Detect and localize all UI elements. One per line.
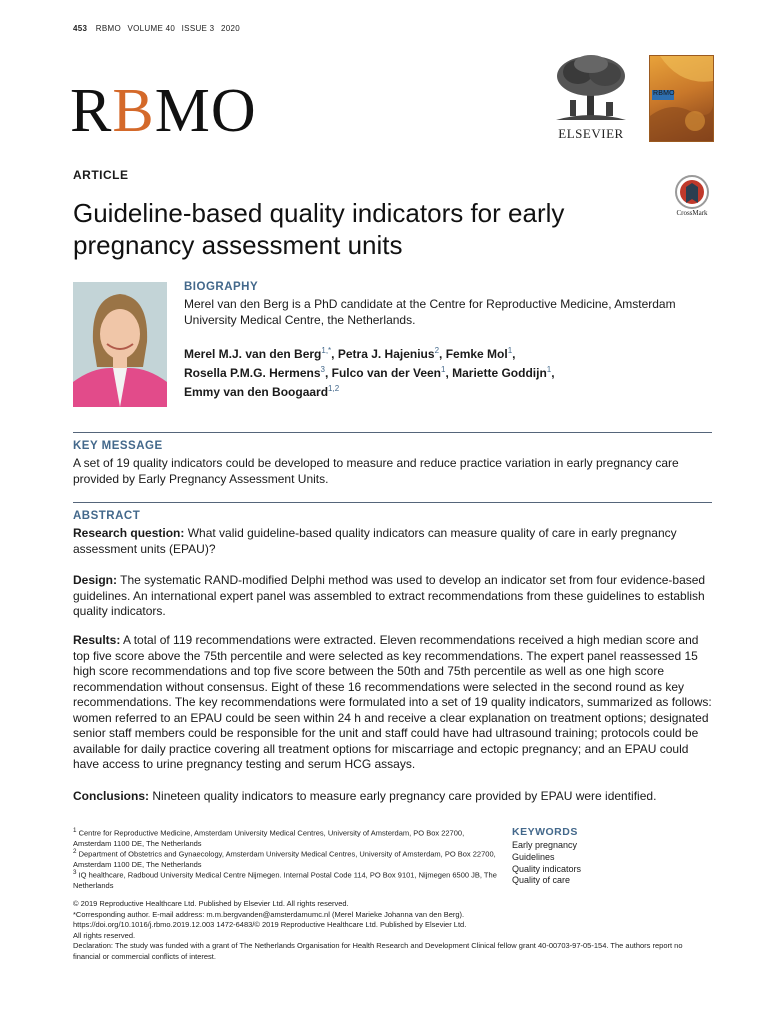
author-photo (73, 282, 167, 407)
author-affiliation: 2 (434, 346, 440, 355)
cover-label: RBMO (653, 90, 675, 97)
affiliation-2: $^2$ Department of Obstetrics and Gynaecology, Amsterdam University Medical Centres, University of Amsterdam, PO Box 22700, Amsterdam 1100 DE, The Netherlands (73, 848, 496, 870)
author-name: Emmy van den Boogaard (184, 385, 329, 399)
elsevier-logo (550, 54, 632, 142)
affiliation-1: $^1$ Centre for Reproductive Medicine, Amsterdam University Medical Centres, University of Amsterdam, PO Box 22700, Amsterdam 1100 DE, The Netherlands (73, 827, 465, 849)
author-name: Fulco van der Veen (331, 366, 441, 380)
biography-heading: BIOGRAPHY (184, 281, 259, 293)
journal-abbrev: RBMO (95, 24, 121, 33)
abstract-conclusions: Conclusions: Nineteen quality indicators to measure early pregnancy care provided by EPAU were identified. (73, 789, 657, 803)
journal-cover-thumbnail (649, 55, 714, 142)
corresponding-author: *Corresponding author. E-mail address: m.m.bergvanden@amsterdamumc.nl (Merel Marieke Johanna van den Berg). (73, 909, 465, 919)
volume: VOLUME 40 (127, 24, 176, 33)
author-list: Merel M.J. van den Berg$^{1,*}$, Petra J. Hajenius$^2$, Femke Mol$^1$, Rosella P.M.G. Hermens$^3$, Fulco van der Veen$^1$, Mariette Goddijn$^1$, Emmy van den Boogaard$^{1,2}$ (184, 346, 555, 399)
keyword: Early pregnancy (512, 840, 578, 850)
crossmark-icon (672, 175, 712, 211)
declaration-line: Declaration: The study was funded with a grant of The Netherlands Organisation for Health Research and Development Clinical fellow grant 40-00703-97-05-154. The authors report no financial or commercial conflicts of interest. (73, 941, 683, 961)
page-number: 453 (73, 24, 88, 33)
section-divider (73, 502, 712, 503)
author-name: Femke Mol (445, 347, 508, 361)
crossmark-badge[interactable] (672, 175, 712, 219)
issue: ISSUE 3 (181, 24, 215, 33)
elsevier-wordmark: ELSEVIER (558, 126, 624, 141)
author-name: Merel M.J. van den Berg (184, 347, 322, 361)
elsevier-tree-icon (550, 54, 632, 124)
author-name: Mariette Goddijn (452, 366, 547, 380)
key-message-heading: KEY MESSAGE (73, 440, 163, 452)
article-type-label: ARTICLE (73, 168, 129, 182)
rights-line: All rights reserved. (73, 930, 136, 940)
section-divider (73, 432, 712, 433)
author-affiliation: 3 (320, 365, 325, 374)
affiliation-3: $^3$ IQ healthcare, Radboud University Medical Centre Nijmegen. Internal Postal Code 114, PO Box 9101, Nijmegen 6500 JB, The Netherlands (73, 869, 497, 891)
abstract-research-question: Research question: What valid guideline-based quality indicators can measure quality of care in early pregnancy assessment units (EPAU)? (73, 526, 677, 556)
biography-text: Merel van den Berg is a PhD candidate at the Centre for Reproductive Medicine, Amsterdam University Medical Centre, the Netherlands. (184, 297, 676, 327)
doi-line[interactable]: https://doi.org/10.1016/j.rbmo.2019.12.003 1472-6483/© 2019 Reproductive Healthcare Ltd. Published by Elsevier Ltd. (73, 920, 467, 929)
author-affiliation: 1,2 (328, 384, 340, 393)
article-title: Guideline-based quality indicators for early pregnancy assessment units (73, 198, 565, 260)
year: 2020 (220, 24, 240, 33)
keyword: Quality indicators (512, 863, 582, 874)
abstract-results: Results: A total of 119 recommendations were extracted. Eleven recommendations received a high median score and top five score above the 75th percentile and were selected as key recommendations. The expert panel reassessed 15 high score recommendations and top five score between the 50th and 75th percentile as well as one high score recommendation without consensus. Eight of these 16 recommendations were selected in the second round as key recommendations. The key recommendations were formulated into a set of 19 quality indicators, summarized as follows: women referred to an EPAU could be seen within 24 h and receive a clear explanation on treatment options; designated senior staff members could be responsible for the unit and staff could have had ultrasound training; protocols could be available for daily practice covering all treatment options for miscarriage and ectopic pregnancy; and an EPAU could have access to urine pregnancy testing and serum HCG assays. (73, 633, 712, 771)
keywords-heading: KEYWORDS (512, 826, 578, 838)
author-affiliation: 1 (441, 365, 446, 374)
keyword: Quality of care (512, 875, 571, 886)
author-portrait (73, 282, 167, 407)
journal-logo: RBMO (70, 77, 257, 145)
keyword: Guidelines (512, 851, 555, 862)
key-message-text: A set of 19 quality indicators could be developed to measure and reduce practice variation in early pregnancy care provided by Early Pregnancy Assessment Units. (73, 456, 679, 486)
crossmark-label: CrossMark (676, 209, 708, 217)
author-affiliation: 1 (546, 365, 552, 374)
author-name: Petra J. Hajenius (337, 347, 435, 361)
keywords-list (512, 840, 581, 887)
author-affiliation: 1 (507, 346, 513, 355)
abstract-design: Design: The systematic RAND-modified Delphi method was used to develop an indicator set from four evidence-based guidelines. An international expert panel was assembled to extract recommendations from these guidelines to establish quality indicators. (73, 573, 706, 618)
copyright-line: © 2019 Reproductive Healthcare Ltd. Published by Elsevier Ltd. All rights reserved. (73, 899, 349, 908)
author-affiliation: 1,* (321, 346, 332, 355)
running-header (73, 24, 244, 33)
author-name: Rosella P.M.G. Hermens (184, 366, 321, 380)
abstract-heading: ABSTRACT (73, 510, 141, 522)
footer-notes (73, 899, 712, 962)
